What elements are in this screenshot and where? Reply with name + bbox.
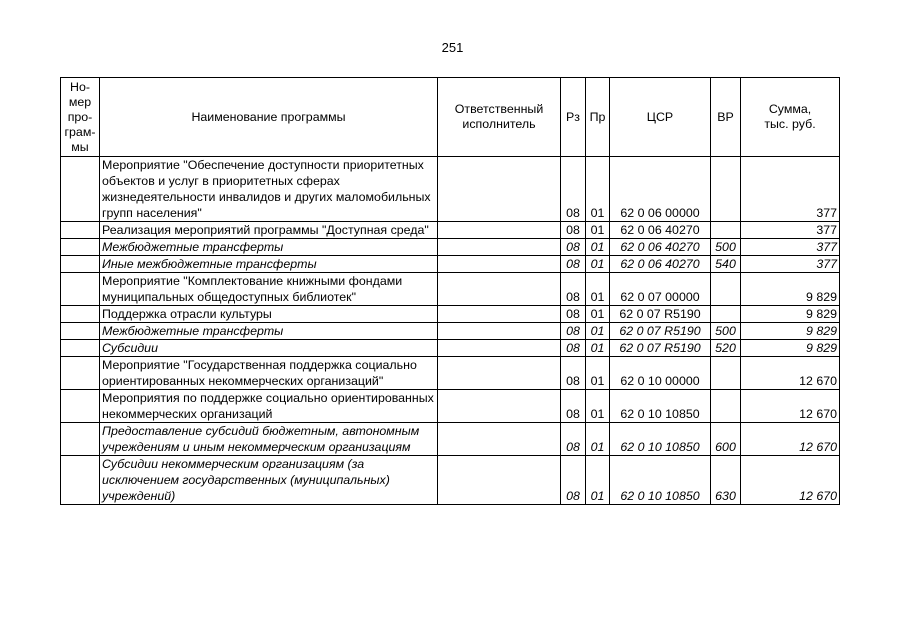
cell-name: Иные межбюджетные трансферты <box>100 256 438 273</box>
cell-responsible <box>438 357 561 390</box>
cell-rz: 08 <box>561 456 586 505</box>
cell-responsible <box>438 323 561 340</box>
cell-sum: 12 670 <box>741 456 840 505</box>
header-number: Но- мер про- грам- мы <box>61 78 100 157</box>
cell-rz: 08 <box>561 323 586 340</box>
cell-responsible <box>438 222 561 239</box>
table-row <box>61 306 840 323</box>
budget-table <box>60 77 840 505</box>
cell-vr: 600 <box>711 423 741 456</box>
cell-name: Мероприятие "Комплектование книжными фондами муниципальных общедоступных библиотек" <box>100 273 438 306</box>
cell-vr: 630 <box>711 456 741 505</box>
cell-vr <box>711 390 741 423</box>
cell-csr: 62 0 07 R5190 <box>610 306 711 323</box>
cell-number <box>61 323 100 340</box>
cell-vr: 520 <box>711 340 741 357</box>
cell-number <box>61 222 100 239</box>
cell-pr: 01 <box>586 340 610 357</box>
cell-csr: 62 0 07 R5190 <box>610 340 711 357</box>
table-row <box>61 390 840 423</box>
cell-rz: 08 <box>561 273 586 306</box>
cell-rz: 08 <box>561 423 586 456</box>
cell-number <box>61 239 100 256</box>
table-row <box>61 357 840 390</box>
cell-number <box>61 256 100 273</box>
table-row <box>61 340 840 357</box>
cell-pr: 01 <box>586 222 610 239</box>
cell-rz: 08 <box>561 222 586 239</box>
cell-sum: 9 829 <box>741 340 840 357</box>
cell-sum: 9 829 <box>741 323 840 340</box>
cell-number <box>61 273 100 306</box>
cell-pr: 01 <box>586 423 610 456</box>
cell-rz: 08 <box>561 357 586 390</box>
table-row <box>61 256 840 273</box>
cell-vr <box>711 357 741 390</box>
cell-name: Реализация мероприятий программы "Доступная среда" <box>100 222 438 239</box>
cell-csr: 62 0 06 40270 <box>610 256 711 273</box>
cell-pr: 01 <box>586 357 610 390</box>
cell-name: Поддержка отрасли культуры <box>100 306 438 323</box>
cell-name: Мероприятия по поддержке социально ориентированных некоммерческих организаций <box>100 390 438 423</box>
header-responsible: Ответственный исполнитель <box>438 78 561 157</box>
table-row <box>61 239 840 256</box>
cell-responsible <box>438 306 561 323</box>
cell-csr: 62 0 06 00000 <box>610 157 711 222</box>
cell-sum: 377 <box>741 222 840 239</box>
header-name: Наименование программы <box>100 78 438 157</box>
table-row <box>61 222 840 239</box>
cell-number <box>61 306 100 323</box>
cell-csr: 62 0 10 10850 <box>610 456 711 505</box>
cell-rz: 08 <box>561 340 586 357</box>
cell-rz: 08 <box>561 157 586 222</box>
header-vr: ВР <box>711 78 741 157</box>
table-row <box>61 157 840 222</box>
cell-name: Межбюджетные трансферты <box>100 323 438 340</box>
cell-number <box>61 340 100 357</box>
cell-sum: 12 670 <box>741 423 840 456</box>
cell-sum: 377 <box>741 239 840 256</box>
cell-number <box>61 157 100 222</box>
cell-number <box>61 390 100 423</box>
cell-sum: 9 829 <box>741 273 840 306</box>
cell-sum: 9 829 <box>741 306 840 323</box>
cell-name: Субсидии некоммерческим организациям (за исключением государственных (муниципальных) учреждений) <box>100 456 438 505</box>
table-row <box>61 423 840 456</box>
cell-rz: 08 <box>561 306 586 323</box>
cell-responsible <box>438 456 561 505</box>
cell-csr: 62 0 06 40270 <box>610 239 711 256</box>
cell-name: Межбюджетные трансферты <box>100 239 438 256</box>
cell-csr: 62 0 10 00000 <box>610 357 711 390</box>
cell-vr <box>711 273 741 306</box>
cell-sum: 377 <box>741 256 840 273</box>
table-row <box>61 323 840 340</box>
cell-pr: 01 <box>586 306 610 323</box>
cell-rz: 08 <box>561 390 586 423</box>
cell-name: Предоставление субсидий бюджетным, автономным учреждениям и иным некоммерческим организациям <box>100 423 438 456</box>
cell-rz: 08 <box>561 256 586 273</box>
cell-pr: 01 <box>586 239 610 256</box>
cell-csr: 62 0 07 R5190 <box>610 323 711 340</box>
cell-vr <box>711 222 741 239</box>
table-row <box>61 273 840 306</box>
cell-name: Мероприятие "Обеспечение доступности приоритетных объектов и услуг в приоритетных сферах жизнедеятельности инвалидов и других маломобильных групп населения" <box>100 157 438 222</box>
cell-vr: 500 <box>711 239 741 256</box>
header-sum: Сумма, тыс. руб. <box>741 78 840 157</box>
cell-number <box>61 357 100 390</box>
cell-rz: 08 <box>561 239 586 256</box>
cell-responsible <box>438 157 561 222</box>
cell-sum: 12 670 <box>741 390 840 423</box>
cell-sum: 12 670 <box>741 357 840 390</box>
cell-responsible <box>438 390 561 423</box>
cell-number <box>61 456 100 505</box>
cell-vr <box>711 157 741 222</box>
cell-name: Субсидии <box>100 340 438 357</box>
header-rz: Рз <box>561 78 586 157</box>
page-number: 251 <box>441 40 464 55</box>
cell-vr <box>711 306 741 323</box>
cell-responsible <box>438 239 561 256</box>
cell-responsible <box>438 273 561 306</box>
cell-name: Мероприятие "Государственная поддержка социально ориентированных некоммерческих организаций" <box>100 357 438 390</box>
cell-vr: 500 <box>711 323 741 340</box>
table-header-row <box>61 78 840 157</box>
cell-csr: 62 0 07 00000 <box>610 273 711 306</box>
cell-pr: 01 <box>586 456 610 505</box>
cell-pr: 01 <box>586 157 610 222</box>
cell-pr: 01 <box>586 390 610 423</box>
cell-pr: 01 <box>586 273 610 306</box>
cell-sum: 377 <box>741 157 840 222</box>
cell-responsible <box>438 423 561 456</box>
cell-pr: 01 <box>586 256 610 273</box>
cell-csr: 62 0 10 10850 <box>610 423 711 456</box>
cell-pr: 01 <box>586 323 610 340</box>
cell-csr: 62 0 06 40270 <box>610 222 711 239</box>
header-csr: ЦСР <box>610 78 711 157</box>
cell-csr: 62 0 10 10850 <box>610 390 711 423</box>
table-row <box>61 456 840 505</box>
header-pr: Пр <box>586 78 610 157</box>
cell-responsible <box>438 340 561 357</box>
cell-number <box>61 423 100 456</box>
cell-responsible <box>438 256 561 273</box>
cell-vr: 540 <box>711 256 741 273</box>
